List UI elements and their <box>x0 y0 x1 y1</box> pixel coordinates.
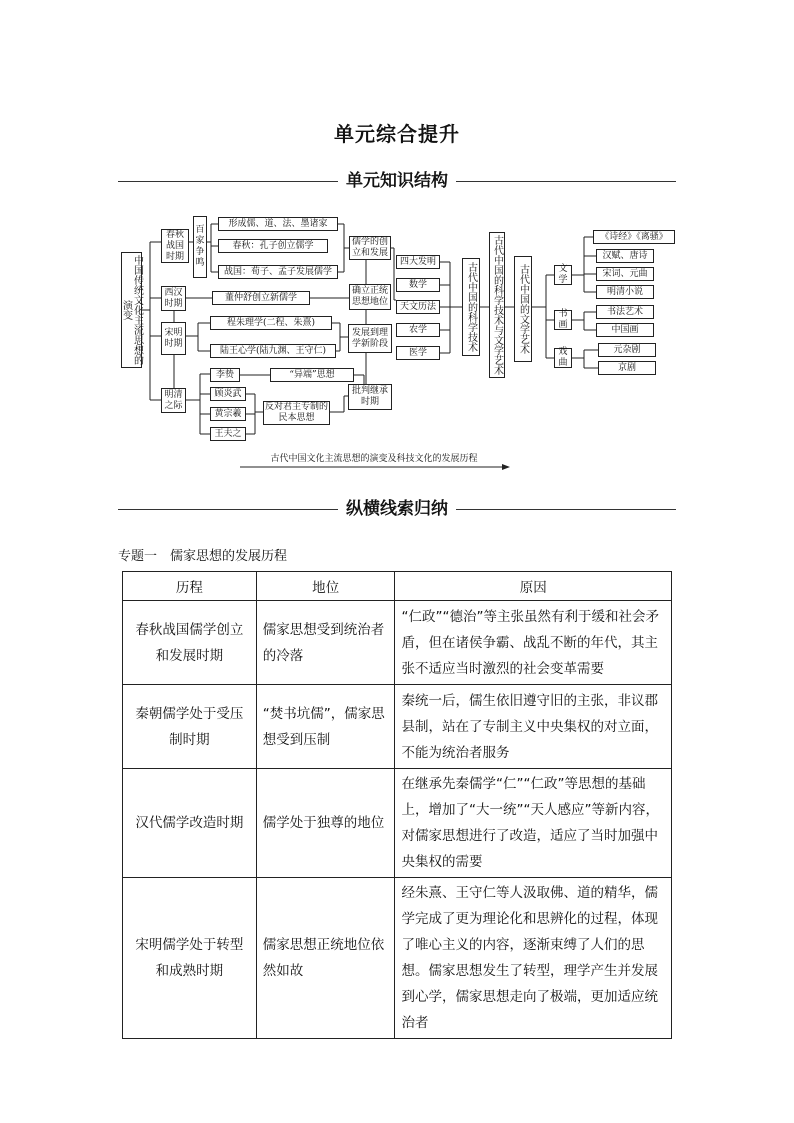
stage-box: 确立正统思想地位 <box>349 284 391 310</box>
section-title: 纵横线索归纳 <box>338 499 456 519</box>
topic-title: 专题一 儒家思想的发展历程 <box>118 549 288 564</box>
paint-item: 书法艺术 <box>596 305 654 319</box>
arrow-label: 古代中国文化主流思想的演变及科技文化的发展历程 <box>270 454 478 464</box>
chunqiu-item-1: 形成儒、道、法、墨诸家 <box>218 217 338 231</box>
person-box: 王夫之 <box>210 427 246 441</box>
table-row <box>123 878 672 1039</box>
stage-box: 批判继承时期 <box>348 384 392 410</box>
table-cell: 汉代儒学改造时期 <box>123 769 257 878</box>
center-box: 古代中国的科学技术与文学艺术 <box>489 232 505 378</box>
root-box: 中国传统文化主流思想的演变 <box>121 252 142 368</box>
section-title: 单元知识结构 <box>338 171 456 191</box>
table-cell: 秦统一后，儒生依旧遵守旧的主张，非议郡县制，站在了专制主义中央集权的对立面，不能为统治者服务 <box>395 685 672 769</box>
science-item: 天文历法 <box>396 300 440 314</box>
songming-item-2: 陆王心学(陆九渊、王守仁) <box>210 344 336 358</box>
table-header: 历程 <box>123 572 257 601</box>
table-cell: 秦朝儒学处于受压制时期 <box>123 685 257 769</box>
table-cell: 儒家思想受到统治者的冷落 <box>256 601 395 685</box>
period-mingqing: 明清之际 <box>161 388 186 413</box>
lit-item: 汉赋、唐诗 <box>596 249 654 263</box>
period-xihan: 西汉时期 <box>161 286 186 311</box>
opera-item: 京剧 <box>598 361 656 375</box>
science-item: 数学 <box>396 278 440 292</box>
page-title: 单元综合提升 <box>334 122 460 146</box>
chunqiu-item-2: 春秋：孔子创立儒学 <box>218 239 328 253</box>
art-cat: 文学 <box>554 265 572 285</box>
minben-box: 反对君主专制的民本思想 <box>264 402 328 423</box>
knowledge-structure-diagram <box>0 0 794 480</box>
art-cat: 戏曲 <box>554 348 572 368</box>
table-header: 原因 <box>395 572 672 601</box>
table-cell: “仁政”“德治”等主张虽然有利于缓和社会矛盾，但在诸侯争霸、战乱不断的年代，其主张不适应当时激烈的社会变革需要 <box>395 601 672 685</box>
table-cell: “焚书坑儒”，儒家思想受到压制 <box>256 685 395 769</box>
paint-item: 中国画 <box>596 323 654 337</box>
xihan-item: 董仲舒创立新儒学 <box>212 291 310 305</box>
science-item: 农学 <box>396 323 440 337</box>
yiduan-box: “异端”思想 <box>270 368 354 382</box>
table-cell: 春秋战国儒学创立和发展时期 <box>123 601 257 685</box>
table-row <box>123 769 672 878</box>
person-box: 李贽 <box>210 368 240 382</box>
lit-item: 宋词、元曲 <box>596 267 654 281</box>
table-row <box>123 601 672 685</box>
opera-item: 元杂剧 <box>598 343 656 357</box>
table-row <box>123 685 672 769</box>
person-box: 黄宗羲 <box>210 407 246 421</box>
songming-item-1: 程朱理学(二程、朱熹) <box>210 316 332 330</box>
lit-item: 《诗经》《离骚》 <box>593 230 675 244</box>
table-cell: 经朱熹、王守仁等人汲取佛、道的精华，儒学完成了更为理论化和思辨化的过程，体现了唯心主义的内容，逐渐束缚了人们的思想。儒家思想发生了转型，理学产生并发展到心学，儒家思想走向了极端，更加适应统治者 <box>395 878 672 1039</box>
science-item: 医学 <box>396 346 440 360</box>
table-header-row <box>123 572 672 601</box>
baijia-box: 百家争鸣 <box>193 216 207 278</box>
art-title: 古代中国的文学艺术 <box>514 256 532 362</box>
table-cell: 儒学处于独尊的地位 <box>256 769 395 878</box>
science-title: 古代中国的科学技术 <box>462 258 480 356</box>
art-cat: 书画 <box>554 310 572 330</box>
table-cell: 宋明儒学处于转型和成熟时期 <box>123 878 257 1039</box>
confucian-development-table <box>122 571 672 1039</box>
lit-item: 明清小说 <box>596 285 654 299</box>
section-header-clues <box>118 499 676 519</box>
person-box: 顾炎武 <box>210 387 246 401</box>
table-cell: 儒家思想正统地位依然如故 <box>256 878 395 1039</box>
stage-box: 发展到理学新阶段 <box>348 324 392 353</box>
chunqiu-item-3: 战国：荀子、孟子发展儒学 <box>218 265 338 279</box>
period-songming: 宋明时期 <box>161 322 186 355</box>
stage-box: 儒学的创立和发展 <box>349 236 391 260</box>
table-header: 地位 <box>256 572 395 601</box>
table-cell: 在继承先秦儒学“仁”“仁政”等思想的基础上，增加了“大一统”“天人感应”等新内容，对儒家思想进行了改造，适应了当时加强中央集权的需要 <box>395 769 672 878</box>
period-chunqiu: 春秋战国时期 <box>161 229 189 263</box>
science-item: 四大发明 <box>396 255 440 269</box>
